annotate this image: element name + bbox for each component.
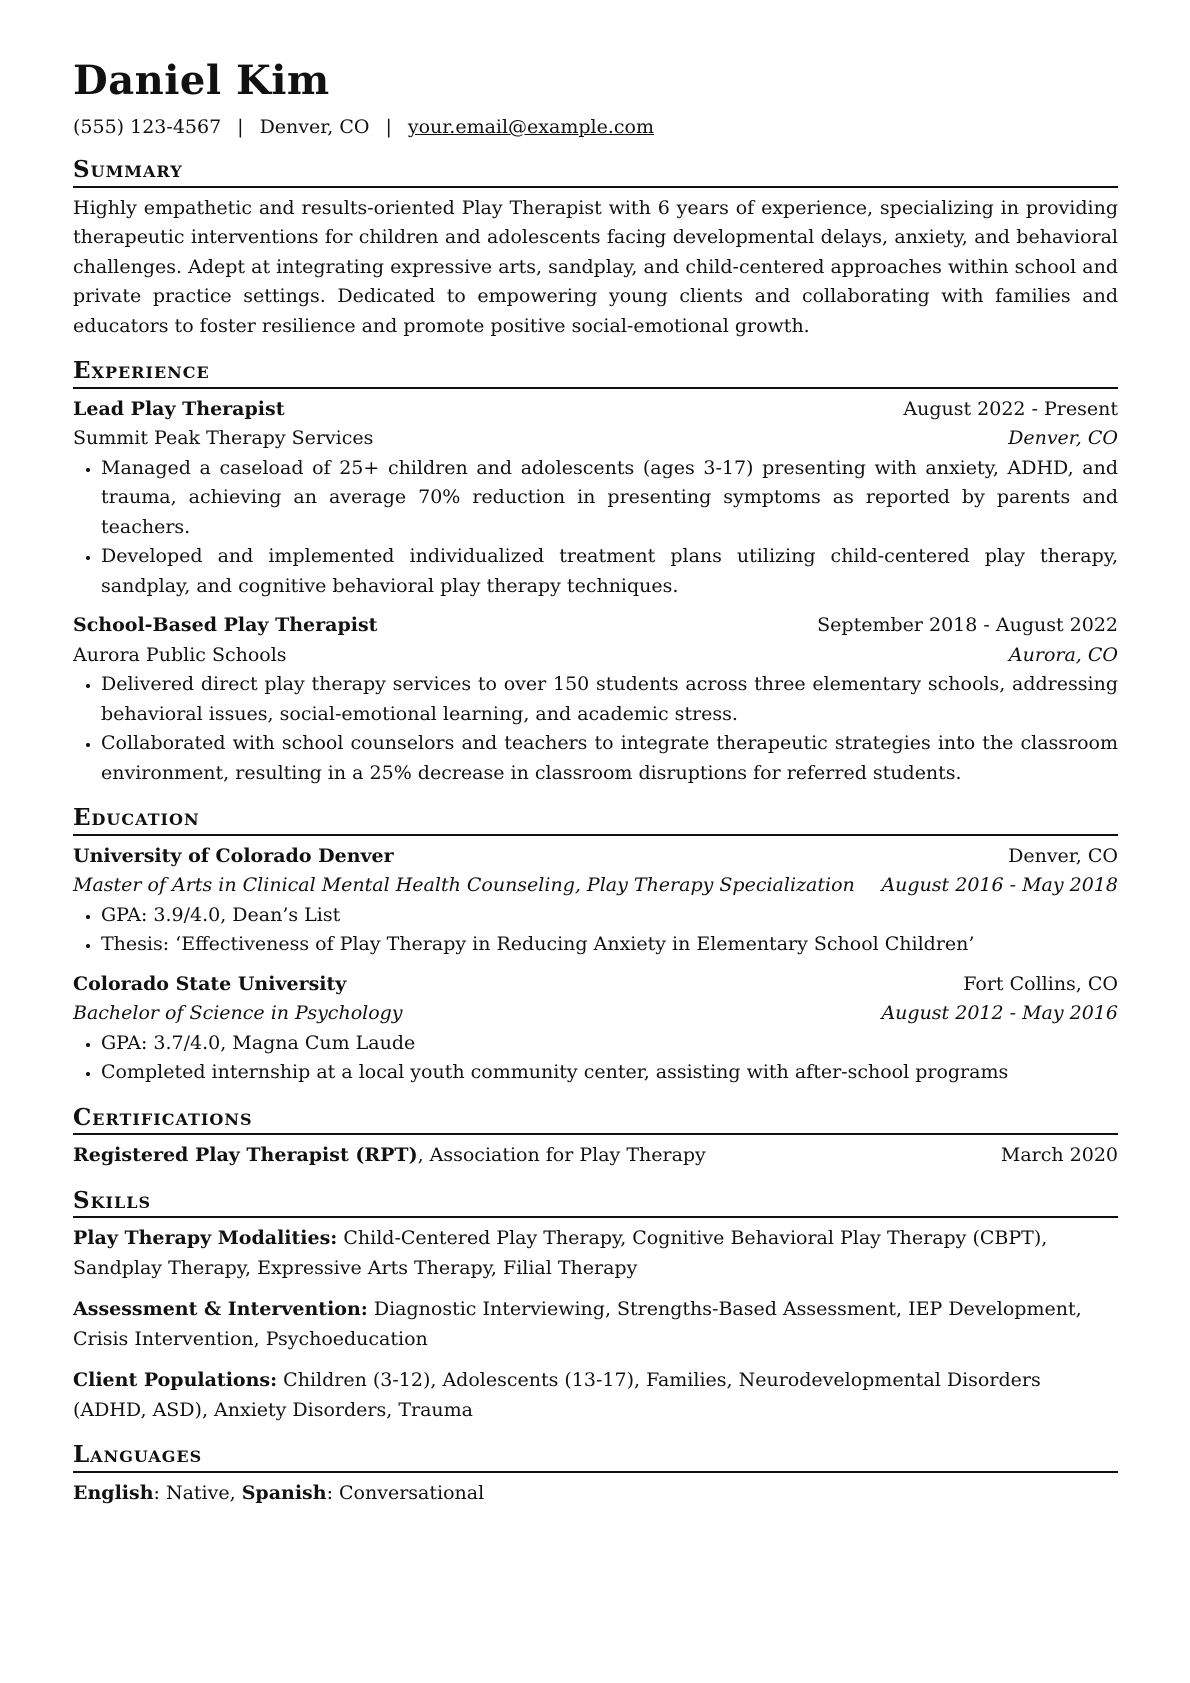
list-item: • Developed and implemented individualized treatment plans utilizing child-centered play therapy, sandplay, and cognitive behavioral play therapy techniques.: [101, 542, 1118, 601]
job-title: School-Based Play Therapist: [73, 614, 378, 637]
education-bullets: [73, 1029, 1118, 1088]
certification-date: March 2020: [1000, 1144, 1118, 1167]
list-item: • GPA: 3.9/4.0, Dean’s List: [101, 901, 1118, 931]
section-title-certifications: Certifications: [73, 1104, 1118, 1136]
certification-name: Registered Play Therapist (RPT): [73, 1144, 418, 1167]
language-name: English: [73, 1482, 154, 1505]
skill-line: [73, 1366, 1118, 1425]
skill-label: Client Populations:: [73, 1369, 278, 1392]
skill-line: [73, 1224, 1118, 1283]
contact-separator: |: [237, 116, 244, 138]
language-name: Spanish: [241, 1482, 327, 1505]
skill-value: Children (3-12), Adolescents (13-17), Families, Neurodevelopmental Disorders (ADHD, ASD), Anxiety Disorders, Trauma: [73, 1369, 1041, 1421]
language-level: : Conversational: [326, 1482, 485, 1505]
experience-section: [73, 357, 1118, 788]
education-entry: [73, 970, 1118, 1088]
list-item: • GPA: 3.7/4.0, Magna Cum Laude: [101, 1029, 1118, 1059]
education-bullets: [73, 901, 1118, 960]
job-title: Lead Play Therapist: [73, 397, 285, 420]
list-item: • Thesis: ‘Effectiveness of Play Therapy in Reducing Anxiety in Elementary School Children’: [101, 930, 1118, 960]
school-name: Colorado State University: [73, 972, 347, 995]
degree: Bachelor of Science in Psychology: [73, 1002, 403, 1025]
experience-entry: [73, 611, 1118, 788]
job-location: Denver, CO: [1008, 427, 1118, 450]
location: Denver, CO: [259, 116, 370, 138]
certification-row: [73, 1141, 1118, 1171]
skill-label: Assessment & Intervention:: [73, 1298, 368, 1321]
job-bullets: [73, 670, 1118, 788]
section-title-education: Education: [73, 804, 1118, 836]
certifications-section: [73, 1104, 1118, 1171]
education-dates: August 2016 - May 2018: [881, 874, 1118, 897]
education-section: [73, 804, 1118, 1088]
list-item: • Delivered direct play therapy services to over 150 students across three elementary schools, addressing behavioral issues, social-emotional learning, and academic stress.: [101, 670, 1118, 729]
skill-value: Diagnostic Interviewing, Strengths-Based Assessment, IEP Development, Crisis Intervention, Psychoeducation: [73, 1298, 1082, 1350]
section-title-experience: Experience: [73, 357, 1118, 389]
education-dates: August 2012 - May 2016: [881, 1002, 1118, 1025]
languages-section: [73, 1441, 1118, 1508]
contact-line: [73, 114, 1118, 140]
experience-entry: [73, 395, 1118, 602]
certification-issuer: , Association for Play Therapy: [417, 1144, 706, 1167]
summary-text: Highly empathetic and results-oriented Play Therapist with 6 years of experience, specializing in providing therapeutic interventions for children and adolescents facing developmental delays, anxiety, and behavioral challenges. Adept at integrating expressive arts, sandplay, and child-centered approaches within school and private practice settings. Dedicated to empowering young clients and collaborating with families and educators to foster resilience and promote positive social-emotional growth.: [73, 196, 1118, 337]
job-dates: September 2018 - August 2022: [817, 614, 1118, 637]
job-dates: August 2022 - Present: [903, 397, 1118, 420]
phone: (555) 123-4567: [73, 116, 222, 138]
school-location: Fort Collins, CO: [963, 972, 1118, 995]
skills-section: [73, 1187, 1118, 1426]
section-title-skills: Skills: [73, 1187, 1118, 1219]
employer: Summit Peak Therapy Services: [73, 427, 374, 450]
skill-line: [73, 1295, 1118, 1354]
email-link[interactable]: your.email@example.com: [407, 116, 654, 138]
section-title-summary: Summary: [73, 156, 1118, 188]
language-level: : Native,: [153, 1482, 242, 1505]
degree: Master of Arts in Clinical Mental Health Counseling, Play Therapy Specialization: [73, 874, 855, 897]
candidate-name: Daniel Kim: [73, 57, 330, 104]
summary-section: [73, 156, 1118, 341]
job-bullets: [73, 454, 1118, 602]
school-location: Denver, CO: [1008, 844, 1118, 867]
languages-line: [73, 1479, 1118, 1509]
job-location: Aurora, CO: [1008, 643, 1118, 666]
skill-value: Child-Centered Play Therapy, Cognitive Behavioral Play Therapy (CBPT), Sandplay Therapy, Expressive Arts Therapy, Filial Therapy: [73, 1227, 1048, 1279]
education-entry: [73, 842, 1118, 960]
skill-label: Play Therapy Modalities:: [73, 1227, 338, 1250]
list-item: • Completed internship at a local youth community center, assisting with after-school programs: [101, 1058, 1118, 1088]
employer: Aurora Public Schools: [73, 643, 287, 666]
contact-separator: |: [385, 116, 392, 138]
school-name: University of Colorado Denver: [73, 844, 394, 867]
list-item: • Managed a caseload of 25+ children and adolescents (ages 3-17) presenting with anxiety, ADHD, and trauma, achieving an average 70% reduction in presenting symptoms as reported by parents and teachers.: [101, 454, 1118, 543]
list-item: • Collaborated with school counselors and teachers to integrate therapeutic strategies into the classroom environment, resulting in a 25% decrease in classroom disruptions for referred students.: [101, 729, 1118, 788]
section-title-languages: Languages: [73, 1441, 1118, 1473]
